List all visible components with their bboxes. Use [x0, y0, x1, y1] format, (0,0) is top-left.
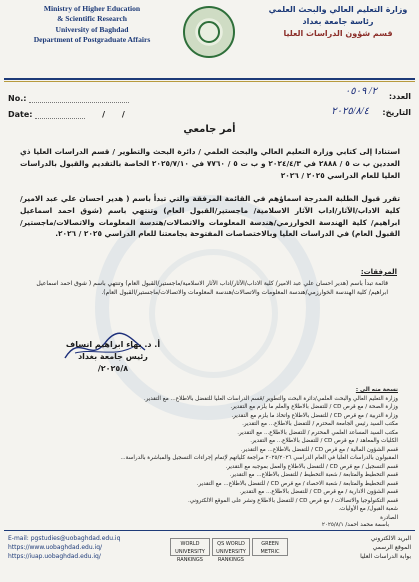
- signatory-title: رئيس جامعة بغداد: [78, 352, 148, 361]
- ministry-name-en-2: & Scientific Research: [57, 14, 127, 24]
- ref-date-label: Date:: [8, 110, 33, 119]
- footer-links: [8, 534, 158, 561]
- list-item: قسم التسجيل / مع قرص CD / للتفضل بالاطلاع والعمل بموجبه مع التقدير.: [225, 463, 398, 470]
- list-item: شعبة القبول/ مع الأوليات.: [338, 506, 398, 512]
- ref-no-ar-label: العدد:: [388, 92, 411, 101]
- portal-label: بوابة الدراسات العليا: [360, 553, 411, 560]
- ref-date-en: Date: / /: [8, 110, 125, 119]
- preparer-note: باسمة محمد احمد/ ٢٠٢٥/٨/١: [321, 522, 389, 528]
- attachments-title: المرفقات:: [360, 268, 397, 276]
- list-item: مكتب السيد رئيس الجامعة المحترم / للتفضل بالاطلاع... مع التقدير.: [242, 421, 398, 427]
- body-paragraph-2: تقرر قبول الطلبة المدرجة اسماؤهم في القائمة المرفقة والتي تبدأ باسم ( هدير احسان علي عبد الامير/ كلية الاداب/الآثار/اداب الآثار الاسلامية/ ماجستير/القبول العام) وتنتهي باسم (شوق احمد اسماعيل ابراهيم/ كلية الهندسة الخوارزمي/هندسة المعلومات والاتصالات/هندسة المعلومات والاتصالات/ماجستير/القبول العام) في الدراسات العليا وبالاختصاصات المفتوحة بجامعتنا للعام الدراسي ٢٠٢٥ / ٢٠٢٦.: [20, 194, 400, 239]
- list-item: وزارة التعليم العالي والبحث العلمي/دائرة البحث والتطوير /قسم الدراسات العليا للتفضل بالاطلاع... مع التقدير.: [143, 395, 398, 402]
- ref-no-ar: [389, 92, 411, 101]
- ministry-name-ar: وزارة التعليم العالي والبحث العلمي: [268, 5, 408, 14]
- list-item: قسم الشؤون المالية / مع قرص CD / للتفضل بالاطلاع... مع التقدير.: [240, 446, 398, 453]
- ref-no-label: No.:: [8, 94, 27, 103]
- copies-title: نسخة منه الى :: [355, 387, 398, 393]
- handwritten-ref-date: ٢٠٢٥/٨/٤: [331, 106, 369, 117]
- header-english: [4, 4, 180, 46]
- ref-no-en: [8, 94, 129, 103]
- list-item: قسم التخطيط والمتابعة / شعبة التخطيط / للتفضل بالاطلاع... مع التقدير.: [229, 472, 398, 478]
- ref-date-ar-label: التاريخ:: [382, 108, 411, 117]
- list-item: الصادرة: [380, 514, 398, 521]
- header-rule: [4, 78, 415, 80]
- greenmetric-badge-icon: GREEN METRIC: [252, 538, 288, 556]
- list-item: وزارة التربية / مع قرص CD / للتفضل بالاطلاع واتخاذ ما يلزم مع التقدير.: [231, 412, 398, 419]
- list-item: مكتب السيد المساعد العلمي المحترم / للتفضل بالاطلاع... مع التقدير.: [237, 429, 398, 436]
- list-item: الكليات والمعاهد / مع قرص CD / للتفضل بالاطلاع... مع التقدير.: [250, 438, 398, 444]
- university-seal-icon: [183, 6, 235, 58]
- list-item: قسم التكنولوجيا والاتصالات / مع قرص CD / للتفضل بالاطلاع ونشر على الموقع الالكتروني.: [187, 497, 398, 504]
- header-arabic: [263, 4, 413, 40]
- list-item: وزارة الصحة / مع قرص CD / للتفضل بالاطلاع والعلم ما يلزم مع التقدير.: [230, 404, 398, 410]
- website-label: الموقع الرسمي: [372, 544, 411, 551]
- ranking-badge-icon: WORLD UNIVERSITY RANKINGS: [170, 538, 210, 556]
- university-name-en: University of Baghdad: [55, 24, 129, 34]
- qs-ranking-badge-icon: QS WORLD UNIVERSITY RANKINGS: [212, 538, 250, 556]
- department-name-ar: قسم شؤون الدراسات العليا: [283, 29, 393, 38]
- list-item: قسم الشؤون الادارية / مع قرص CD / للتفضل بالاطلاع... مع التقدير.: [239, 489, 398, 495]
- email-link[interactable]: E-mail: pgstudies@uobaghdad.edu.iq: [8, 535, 121, 542]
- email-label: البريد الالكتروني: [370, 535, 411, 542]
- ministry-name-en: Ministry of Higher Education: [43, 4, 141, 13]
- presidency-name-ar: رئاسة جامعة بغداد: [302, 17, 374, 26]
- list-item: المقبولون بالدراسات العليا في العام الدراسي ٢٠٢٥/٢٠٢٦ مراجعة كلياتهم لإتمام إجراءات التسجيل والمباشرة بالدراسة...: [120, 455, 398, 461]
- ref-date-ar: [382, 108, 411, 117]
- footer-rule: [4, 530, 415, 531]
- list-item: قسم التخطيط والمتابعة / شعبة الاحصاء / مع قرص CD / للتفضل بالاطلاع... مع التقدير.: [196, 480, 398, 487]
- department-name-en: Department of Postgraduate Affairs: [33, 35, 151, 45]
- attachments-text: قائمة تبدأ باسم (هدير احسان علي عبد الامير/ كلية الاداب/الآثار/اداب الآثار الاسلامية/ماجستير/القبول العام) وتنتهي باسم ( شوق احمد اسماعيل ابراهيم/ كلية الهندسة الخوارزمي/هندسة المعلومات والاتصالات/هندسة المعلومات والاتصالات/ماجستير/القبول العام).: [36, 280, 388, 296]
- header-rule-gold: [4, 81, 415, 82]
- footer-labels: [351, 534, 411, 561]
- signature-date: ٢٠٢٥/٨/: [97, 364, 129, 373]
- website-link[interactable]: https://www.uobaghdad.edu.iq/: [8, 544, 103, 551]
- copies-list: [24, 386, 398, 522]
- body-paragraph-1: استنادا إلى كتابي وزارة التعليم العالي والبحث العلمي / دائرة البحث والتطوير / قسم الدراسات العليا ذي العددين ب ت ٥ / ٢٨٨٨ في ٢٠٢٤/٤/٣ و ب ت ٥ / ٧٧٦٠ في ٢٠٢٥/٧/١٠ الخاصة بالتقديم والقبول بالدراسات العليا للعام الدراسي ٢٠٢٥ / ٢٠٢٦: [20, 147, 400, 180]
- page-title: أمر جامعي: [183, 124, 236, 135]
- signatory-name: أ. د. بهاء ابراهيم انساف: [65, 340, 161, 349]
- handwritten-ref-number: ٢/ ٠٥٠٩: [344, 86, 377, 97]
- portal-link[interactable]: https://iuap.uobaghdad.edu.iq/: [8, 553, 101, 560]
